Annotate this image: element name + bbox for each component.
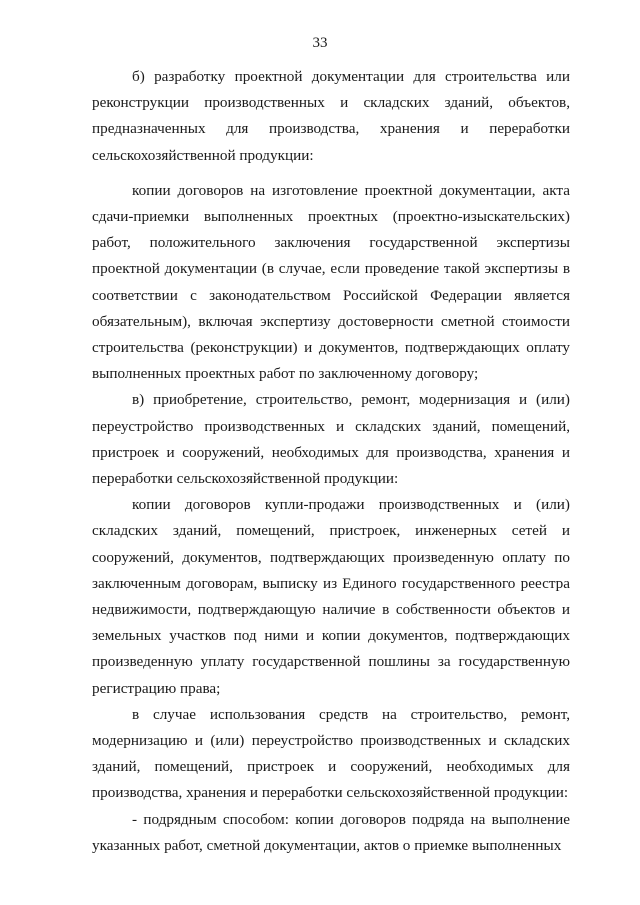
paragraph-v-construction-purchase: в) приобретение, строительство, ремонт, модернизация и (или) переустройство производственных и складских зданий, помещений, пристроек и сооружений, необходимых для производства, хранения и переработки сельскохозяйственной продукции:: [92, 391, 570, 488]
paragraph-b-design-documentation: б) разработку проектной документации для строительства или реконструкции производственных и складских зданий, объектов, предназначенных для производства, хранения и переработки сельскохозяйственной продукции:: [92, 68, 570, 164]
paragraph-purchase-contract-copies: копии договоров купли-продажи производственных и (или) складских зданий, помещений, пристроек, инженерных сетей и сооружений, документов, подтверждающих произведенную оплату по заключенным договорам, выписку из Единого государственного реестра недвижимости, подтверждающую наличие в собственности объектов и земельных участков под ними и копии документов, подтверждающих произведенную уплату государственной пошлины за государственную регистрацию права;: [92, 496, 570, 697]
paragraph-funds-usage-case: в случае использования средств на строительство, ремонт, модернизацию и (или) переустройство производственных и складских зданий, помещений, пристроек и сооружений, необходимых для производства, хранения и переработки сельскохозяйственной продукции:: [92, 705, 570, 802]
paragraph-contractor-method: - подрядным способом: копии договоров подряда на выполнение указанных работ, сметной документации, актов о приемке выполненных: [92, 810, 570, 854]
document-body: [92, 64, 570, 859]
paragraph-design-contract-copies: копии договоров на изготовление проектной документации, акта сдачи-приемки выполненных проектных (проектно-изыскательских) работ, положительного заключения государственной экспертизы проектной документации (в случае, если проведение такой экспертизы в соответствии с законодательством Российской Федерации является обязательным), включая экспертизу достоверности сметной стоимости строительства (реконструкции) и документов, подтверждающих оплату выполненных проектных работ по заключенному договору;: [92, 181, 570, 383]
page-number: 33: [312, 35, 328, 51]
